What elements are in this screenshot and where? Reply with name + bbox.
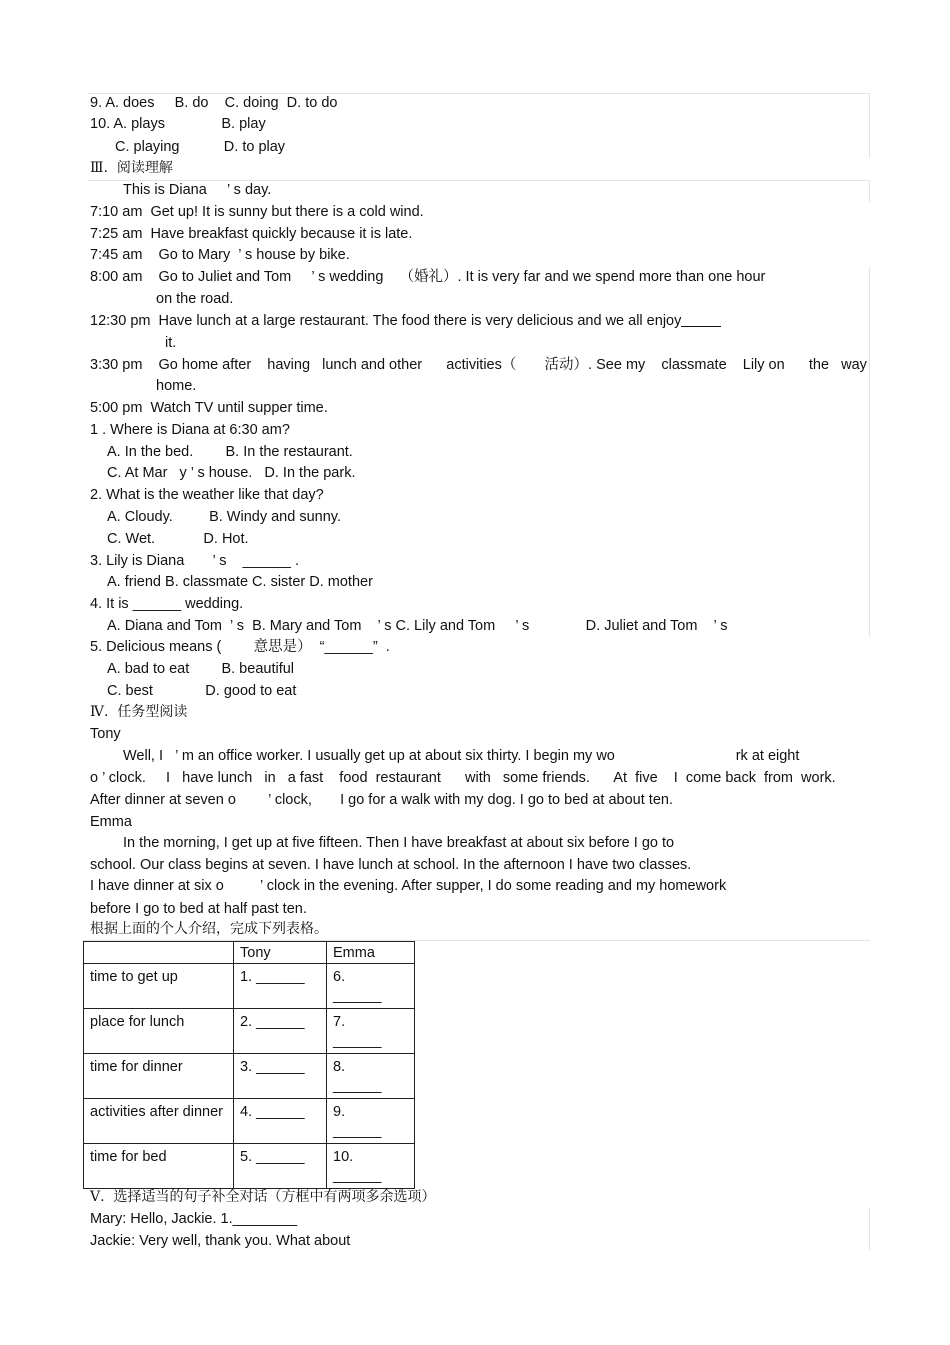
blank-line: ______ [333, 1033, 382, 1049]
blank-number: 10. [333, 1149, 354, 1165]
emma-blank[interactable] [327, 1054, 415, 1099]
emma-paragraph-line: school. Our class begins at seven. I have lunch at school. In the afternoon I have two classes. [90, 857, 692, 873]
schedule-text: 12:30 pm Have lunch at a large restaurant. The food there is very delicious and we all enjoy [90, 313, 682, 329]
question-2-options-b: C. Wet. D. Hot. [107, 531, 249, 547]
blank-number: 6. [333, 969, 346, 985]
schedule-line: 7:45 am Go to Mary ’ s house by bike. [90, 247, 350, 263]
blank-underline [681, 312, 721, 327]
schedule-line: 8:00 am Go to Juliet and Tom ’ s wedding （婚礼）. It is very far and we spend more than one hour [90, 269, 766, 285]
section-3-heading: Ⅲ. 阅读理解 [90, 160, 173, 176]
emma-paragraph-line: I have dinner at six o ’ clock in the evening. After supper, I do some reading and my homework [90, 878, 727, 894]
blank-number: 7. [333, 1014, 346, 1030]
emma-paragraph-line: before I go to bed at half past ten. [90, 901, 307, 917]
emma-blank[interactable] [327, 1009, 415, 1054]
emma-blank[interactable] [327, 1144, 415, 1189]
question-4-options: A. Diana and Tom ’ s B. Mary and Tom ’ s C. Lily and Tom ’ s D. Juliet and Tom ’ s [107, 618, 728, 634]
tony-name: Tony [90, 726, 121, 742]
table-row [84, 964, 415, 1009]
question-3: 3. Lily is Diana ’ s ______ . [90, 553, 300, 569]
question-3-options: A. friend B. classmate C. sister D. mother [107, 574, 373, 590]
table-instruction: 根据上面的个人介绍，完成下列表格。 [90, 921, 328, 937]
schedule-line [90, 311, 721, 331]
question-5: 5. Delicious means ( 意思是） “______” . [90, 639, 390, 655]
rule-right-1 [869, 93, 870, 158]
question-1-options-b: C. At Mar y ’ s house. D. In the park. [107, 465, 356, 481]
emma-blank[interactable] [327, 1099, 415, 1144]
question-10-line-1: 10. A. plays B. play [90, 116, 266, 132]
question-1: 1 . Where is Diana at 6:30 am? [90, 422, 290, 438]
emma-name: Emma [90, 814, 132, 830]
tony-blank[interactable]: 3. ______ [234, 1054, 327, 1099]
question-1-options-a: A. In the bed. B. In the restaurant. [107, 444, 353, 460]
row-label: time for bed [84, 1144, 234, 1189]
question-4: 4. It is ______ wedding. [90, 596, 244, 612]
schedule-line-cont: it. [165, 335, 177, 351]
tony-blank[interactable]: 1. ______ [234, 964, 327, 1009]
table-header-emma: Emma [327, 942, 415, 964]
blank-line: ______ [333, 988, 382, 1004]
blank-line: ______ [333, 1168, 382, 1184]
blank-line: ______ [333, 1078, 382, 1094]
dialogue-line-mary: Mary: Hello, Jackie. 1.________ [90, 1211, 298, 1227]
question-10-line-2: C. playing D. to play [115, 139, 286, 155]
schedule-line-cont: on the road. [156, 291, 234, 307]
blank-number: 8. [333, 1059, 346, 1075]
table-header-empty [84, 942, 234, 964]
question-2: 2. What is the weather like that day? [90, 487, 324, 503]
emma-paragraph-line: In the morning, I get up at five fifteen. Then I have breakfast at about six before I go to [123, 835, 675, 851]
question-5-options-a: A. bad to eat B. beautiful [107, 661, 295, 677]
rule-right-4 [869, 1208, 870, 1250]
row-label: activities after dinner [84, 1099, 234, 1144]
dialogue-line-jackie: Jackie: Very well, thank you. What about [90, 1233, 351, 1249]
table-header-tony: Tony [234, 942, 327, 964]
schedule-line: 7:25 am Have breakfast quickly because it is late. [90, 226, 413, 242]
table-row [84, 1099, 415, 1144]
passage-title: This is Diana ’ s day. [123, 182, 272, 198]
blank-line: ______ [333, 1123, 382, 1139]
tony-blank[interactable]: 5. ______ [234, 1144, 327, 1189]
tony-blank[interactable]: 2. ______ [234, 1009, 327, 1054]
tony-paragraph-line: o ’ clock. I have lunch in a fast food restaurant with some friends. At five I come back from work. [90, 770, 836, 786]
row-label: time to get up [84, 964, 234, 1009]
table-row [84, 1144, 415, 1189]
table-row [84, 1009, 415, 1054]
question-2-options-a: A. Cloudy. B. Windy and sunny. [107, 509, 341, 525]
table-row [84, 1054, 415, 1099]
section-4-heading: Ⅳ. 任务型阅读 [90, 704, 188, 720]
schedule-line: 5:00 pm Watch TV until supper time. [90, 400, 328, 416]
section-5-heading: Ⅴ. 选择适当的句子补全对话（方框中有两项多余选项） [90, 1189, 436, 1205]
rule-right-3 [869, 267, 870, 637]
rule-right-2 [869, 180, 870, 202]
tony-paragraph-line: Well, I ’ m an office worker. I usually get up at about six thirty. I begin my wo rk at eight [123, 748, 800, 764]
row-label: place for lunch [84, 1009, 234, 1054]
tony-blank[interactable]: 4. ______ [234, 1099, 327, 1144]
emma-blank[interactable] [327, 964, 415, 1009]
schedule-line-cont: home. [156, 378, 197, 394]
row-label: time for dinner [84, 1054, 234, 1099]
schedule-line: 3:30 pm Go home after having lunch and other activities（ 活动）. See my classmate Lily on the way [90, 357, 867, 373]
question-9: 9. A. does B. do C. doing D. to do [90, 95, 338, 111]
schedule-line: 7:10 am Get up! It is sunny but there is a cold wind. [90, 204, 424, 220]
tony-paragraph-line: After dinner at seven o ’ clock, I go for a walk with my dog. I go to bed at about ten. [90, 792, 673, 808]
question-5-options-b: C. best D. good to eat [107, 683, 297, 699]
info-table [83, 941, 415, 1189]
table-header-row [84, 942, 415, 964]
blank-number: 9. [333, 1104, 346, 1120]
